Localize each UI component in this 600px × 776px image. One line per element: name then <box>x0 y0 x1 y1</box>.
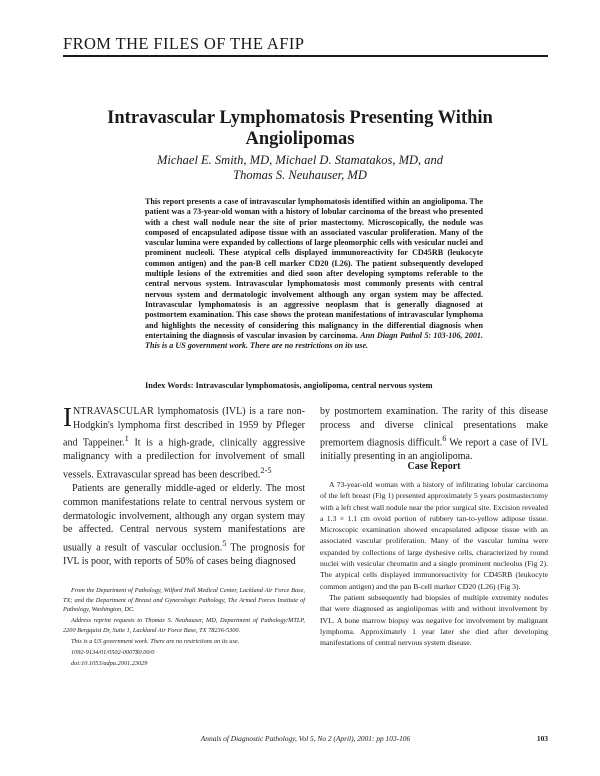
author-list <box>60 153 540 183</box>
intro-text-2a: Patients are generally middle-aged or elderly. The most common manifestations relate to central nervous system or dermatologic involvement, although any organ system may be affected. Central nervous system manifestations are usually a result of vascular occlusion. <box>63 483 305 554</box>
authors-line-2: Thomas S. Neuhauser, MD <box>233 168 367 182</box>
ref-superscript: 2-5 <box>260 466 272 476</box>
abstract-citation: Ann Diagn Pathol 5: 103-106, 2001. This is a US government work. There are no restrictions on its use. <box>145 330 483 351</box>
intro-paragraph-2 <box>63 482 305 569</box>
journal-citation: Annals of Diagnostic Pathology, Vol 5, No 2 (April), 2001: pp 103-106 <box>200 734 411 743</box>
abstract-text: This report presents a case of intravascular lymphomatosis identified within an angiolipoma. The patient was a 73-year-old woman with a history of lobular carcinoma of the breast who presented with a chest wall nodule near the site of prior mastectomy. Microscopically, the nodule was composed of encapsulated adipose tissue with an associated vascular proliferation. Many of the vascular lumina were expanded by collections of large pleomorphic cells with vesicular nuclei and prominent nucleoli. These atypical cells displayed immunoreactivity for CD45RB (leukocyte common antigen) and the pan-B cell marker CD20 (L26). The patient subsequently developed multiple lesions of the extremities and died soon after developing symptoms referable to the central nervous system. Intravascular lymphomatosis most commonly presents with central nervous system and dermatologic involvement although any organ system may be affected. Intravascular lymphomatosis is an aggressive neoplasm that is generally diagnosed at postmortem examination. This case shows the protean manifestations of intravascular lymphoma and highlights the necessity of considering this malignancy in the differential diagnosis when entertaining the diagnosis of vascular invasion by carcinoma. <box>145 197 483 340</box>
section-header: FROM THE FILES OF THE AFIP <box>63 34 305 53</box>
intro-continued <box>320 405 548 464</box>
footnote-govt-work: This is a US government work. There are no restrictions on its use. <box>71 637 240 645</box>
intro-paragraph-1 <box>63 402 305 482</box>
ref-superscript: 6 <box>442 434 447 444</box>
footnotes <box>63 586 305 670</box>
case-paragraph-2: The patient subsequently had biopsies of multiple extremity nodules that were diagnosed as angiolipomas with and without involvement by IVL. A bone marrow biopsy was negative for involvement by malignant lymphoma. Approximately 1 year later she died after developing manifestations of central nervous system disease. <box>320 592 548 648</box>
intro-caps: NTRAVASCULAR <box>73 406 154 417</box>
page-number: 103 <box>536 734 548 743</box>
footnote-doi: doi:10.1053/adpa.2001.23029 <box>71 659 148 667</box>
case-report-body <box>320 479 548 648</box>
index-words: Index Words: Intravascular lymphomatosis, angiolipoma, central nervous system <box>145 381 433 390</box>
case-report-heading: Case Report <box>407 461 461 472</box>
abstract <box>145 197 483 351</box>
article-title <box>60 108 540 150</box>
intro-paragraph-3 <box>320 405 548 464</box>
intro-text-1a: lymphomatosis (IVL) is a rare non-Hodgkin's lymphoma first described in 1959 by Pfleger and Tappeiner. <box>63 406 305 449</box>
authors-line-1: Michael E. Smith, MD, Michael D. Stamatakos, MD, and <box>156 153 444 167</box>
intro-text-3a: by postmortem examination. The rarity of this disease process and diverse clinical presentations make premortem diagnosis difficult. <box>320 406 548 449</box>
title-line-2: Angiolipomas <box>245 129 355 149</box>
header-rule <box>63 55 548 57</box>
intro-column <box>63 402 306 569</box>
footnote-issn: 1092-9134/01/0502-0007$0.00/0 <box>71 648 155 656</box>
intro-text-2b: The prognosis for IVL is poor, with reports of 50% of cases being diagnosed <box>63 542 306 568</box>
title-line-1: Intravascular Lymphomatosis Presenting Within <box>107 108 493 128</box>
case-paragraph-1: A 73-year-old woman with a history of infiltrating lobular carcinoma of the left breast (Fig 1) presented approximately 5 years postmastectomy with a left chest wall nodule near the prior surgical site. Excision revealed a 1.3 × 1.1 cm ovoid portion of rubbery tan-to-yellow adipose tissue. Microscopic examination showed encapsulated adipose tissue with an associated vascular proliferation. Many of the vascular lumina were expanded by collections of large dyshesive cells, characterized by round nuclei with vesicular chromatin and a single prominent nucleolus (Fig 2). The atypical cells displayed immunoreactivity for CD45RB (leukocyte common antigen) and the pan B-cell marker CD20 (L26) (Fig 3). <box>320 480 548 591</box>
intro-text-3b: We report a case of IVL initially presenting in an angiolipoma. <box>320 437 548 463</box>
ref-superscript: 5 <box>222 538 227 548</box>
footnote-reprints: Address reprint requests to Thomas S. Neuhauser, MD, Department of Pathology/MTLP, 2200 Bergquist Dr, Suite 1, Lackland Air Force Base, TX 78236-5300. <box>63 617 305 634</box>
intro-text-1b: It is a high-grade, clinically aggressive malignancy with a predilection for involvement of small vessels. Extravascular spread has been described. <box>63 437 305 481</box>
footnote-affiliation: From the Department of Pathology, Wilford Hall Medical Center, Lackland Air Force Base, TX; and the Department of Breast and Gynecologic Pathology, The Armed Forces Institute of Pathology, Washington, DC. <box>63 587 305 613</box>
drop-cap: I <box>63 402 72 432</box>
ref-superscript: 1 <box>124 434 129 444</box>
